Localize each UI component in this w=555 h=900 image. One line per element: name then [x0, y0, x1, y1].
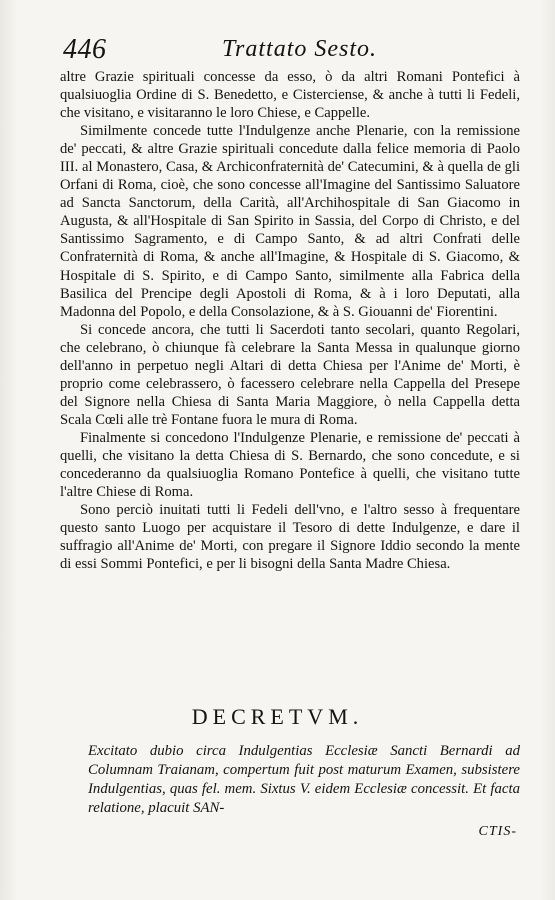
paragraph-indulgences: Similmente concede tutte l'Indulgenze anche Plenarie, con la remissione de' peccati, & altre Grazie spirituali concedute dalla felice memoria di Paolo III. al Monastero, Casa, & Archiconfraternità de' Catecumini, & à quella de gli Orfani di Roma, cioè, che sono concesse all'Imagine del Santissimo Saluatore ad Sancta Sanctorum, della Carità, all'Archihospitale di San Giacomo in Augusta, & all'Hospitale di San Spirito in Sassia, del Corpo di Christo, e del Santissimo Sagramento, e di Campo Santo, & ad altri Confrati delle Confraternità di Roma, & anche all'Imagine, & Hospitale di S. Giacomo, & Hospitale di S. Spirito, e di Campo Santo, similmente alla Fabrica della Basilica del Prencipe degli Apostoli di Roma, & à i loro Deputati, alla Madonna del Popolo, e della Consolazione, & à S. Giouanni de' Fiorentini.: [60, 123, 520, 320]
paragraph-plenary: Finalmente si concedono l'Indulgenze Plenarie, e remissione de' peccati à quelli, che visitano la detta Chiesa di S. Bernardo, che sono concedute, e si concederanno da qualsiuoglia Romano Pontefice à quelli, che visitano tutte l'altre Chiese di Roma.: [60, 429, 520, 501]
running-title: Trattato Sesto.: [222, 36, 378, 62]
decree-heading: DECRETVM.: [191, 704, 364, 729]
paragraph-continuation: altre Grazie spirituali concesse da esso, ò da altri Romani Pontefici à qualsiuoglia Ordine di S. Benedetto, e Cisterciense, & anche à tutti li Fedeli, che visitano, e visitaranno le loro Chiese, e Cappelle.: [60, 69, 520, 122]
page-number: 446: [63, 34, 107, 65]
paragraph-priests: Si concede ancora, che tutti li Sacerdoti tanto secolari, quanto Regolari, che celebrano, ò chiunque fà celebrare la Santa Messa in qualunque giorno dell'anno in perpetuo negli Altari di detta Chiesa per l'Anime de' Morti, è proprio come celebrassero, ò facessero celebrare nella Cappella del Presepe del Signore nella Chiesa di Santa Maria Maggiore, ò nella Cappella detta Scala Cœli alle trè Fontane fuora le mura di Roma.: [60, 321, 520, 428]
page-header: [54, 36, 514, 68]
paragraph-invitation: Sono perciò inuitati tutti li Fedeli dell'vno, e l'altro sesso à frequentare questo santo Luogo per acquistare il Tesoro di dette Indulgenze, e dare il suffragio all'Anime de' Morti, con pregare il Signore Iddio secondo la mente di essi Sommi Pontefici, e per li bisogni della Santa Madre Chiesa.: [60, 502, 520, 573]
catchword: CTIS-: [478, 824, 517, 839]
body-text: [60, 68, 520, 573]
decree-text: Excitato dubio circa Indulgentias Ecclesiæ Sancti Bernardi ad Columnam Traianam, compertum fuit post maturum Examen, subsistere Indulgentias, quas fel. mem. Sixtus V. eidem Ecclesiæ concessit. Et facta relatione, placuit SAN-: [88, 743, 520, 816]
